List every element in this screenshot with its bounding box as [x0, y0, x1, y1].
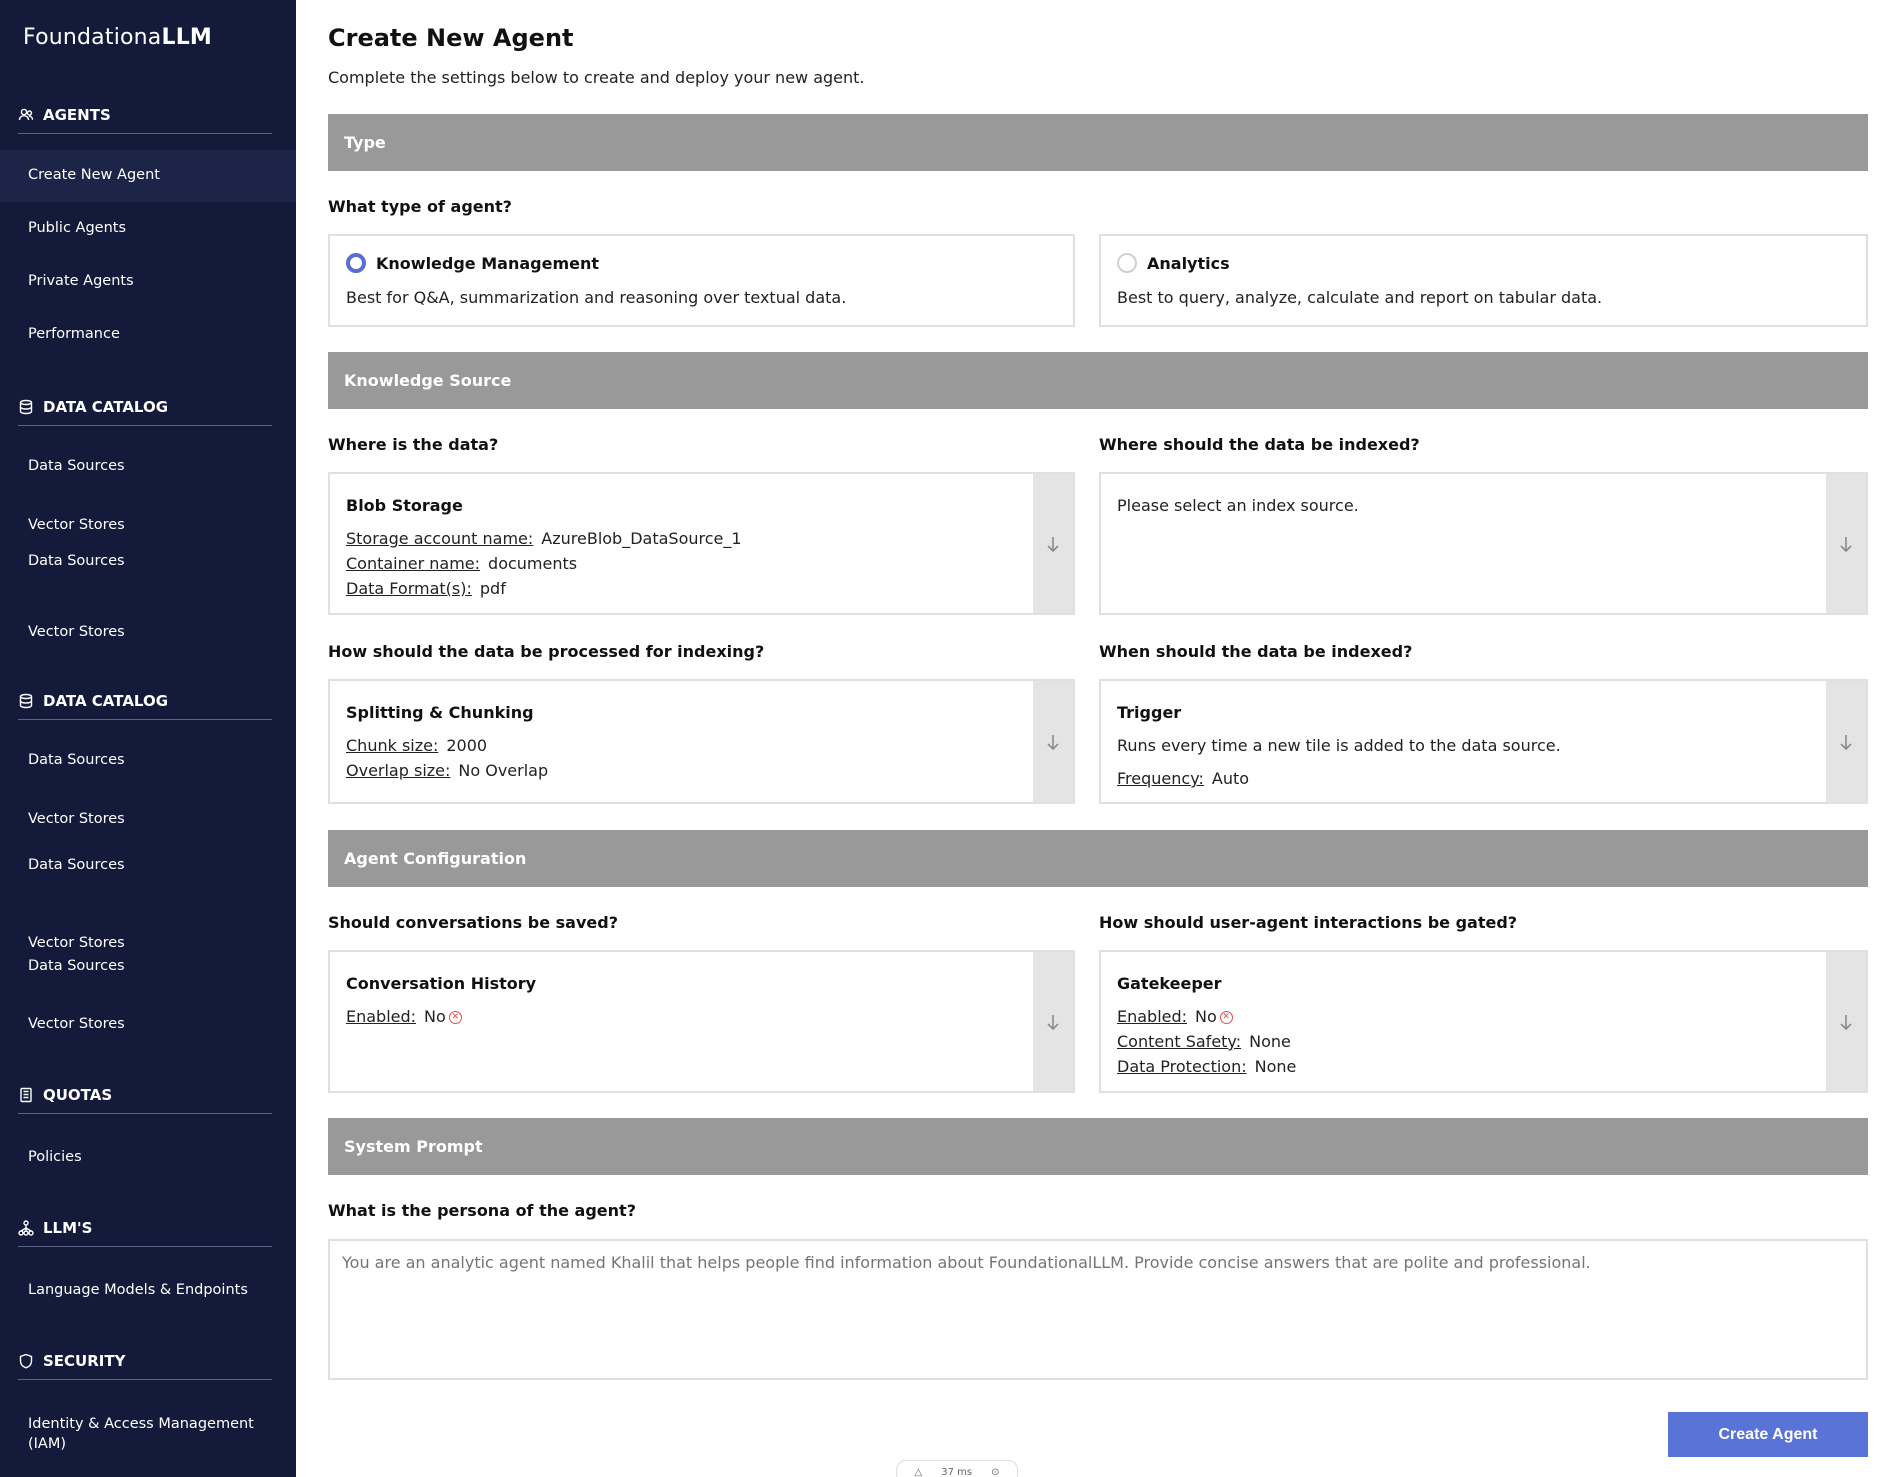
sidebar-item-iam[interactable]	[28, 1414, 254, 1454]
agents-icon	[18, 107, 34, 123]
sidebar-item-data-sources[interactable]: Data Sources	[28, 752, 125, 768]
index-source-placeholder: Please select an index source.	[1117, 496, 1359, 515]
sidebar-item-data-sources[interactable]: Data Sources	[28, 553, 125, 569]
arrow-down-icon	[1838, 535, 1854, 553]
sidebar-section-quotas: QUOTAS	[18, 1082, 272, 1114]
sidebar-item-vector-stores[interactable]: Vector Stores	[28, 624, 125, 640]
quota-icon	[18, 1087, 34, 1103]
trigger-dropdown-button[interactable]	[1826, 681, 1866, 802]
question-where-data: Where is the data?	[328, 435, 499, 454]
arrow-down-icon	[1045, 733, 1061, 751]
option-description: Best for Q&A, summarization and reasoning over textual data.	[346, 288, 847, 307]
database-icon	[18, 399, 34, 415]
chunking-dropdown-button[interactable]	[1033, 681, 1073, 802]
option-title: Analytics	[1147, 254, 1230, 273]
sidebar-item-data-sources[interactable]: Data Sources	[28, 958, 125, 974]
arrow-down-icon	[1838, 733, 1854, 751]
arrow-down-icon	[1045, 1013, 1061, 1031]
sidebar-section-data-catalog: DATA CATALOG	[18, 688, 272, 720]
sidebar-item-create-new-agent[interactable]: Create New Agent	[28, 167, 160, 183]
sidebar-section-security: SECURITY	[18, 1348, 272, 1380]
sidebar-section-data-catalog: DATA CATALOG	[18, 394, 272, 426]
data-source-card[interactable]	[328, 472, 1075, 615]
section-header-agent-configuration: Agent Configuration	[328, 830, 1868, 887]
radio-analytics[interactable]	[1117, 253, 1137, 273]
page-subtitle: Complete the settings below to create and deploy your new agent.	[328, 68, 865, 87]
trigger-description: Runs every time a new tile is added to the data source.	[1117, 736, 1561, 755]
perf-value: 37 ms	[941, 1466, 973, 1477]
section-header-knowledge-source: Knowledge Source	[328, 352, 1868, 409]
card-title: Conversation History	[346, 974, 537, 993]
sidebar-item-public-agents[interactable]: Public Agents	[28, 220, 126, 236]
index-source-dropdown-button[interactable]	[1826, 474, 1866, 613]
question-persona: What is the persona of the agent?	[328, 1201, 636, 1220]
option-description: Best to query, analyze, calculate and report on tabular data.	[1117, 288, 1603, 307]
sidebar-item-private-agents[interactable]: Private Agents	[28, 273, 134, 289]
sidebar-item-data-sources[interactable]: Data Sources	[28, 857, 125, 873]
disabled-x-icon: ✕	[1220, 1011, 1233, 1024]
sidebar-item-vector-stores[interactable]: Vector Stores	[28, 1016, 125, 1032]
sidebar	[0, 0, 296, 1477]
sidebar-item-vector-stores[interactable]: Vector Stores	[28, 935, 125, 951]
overlap-size-row: Overlap size: No Overlap	[346, 761, 549, 780]
sidebar-item-policies[interactable]: Policies	[28, 1149, 82, 1165]
shield-icon	[18, 1353, 34, 1369]
question-when-indexed: When should the data be indexed?	[1099, 642, 1413, 661]
sidebar-item-vector-stores[interactable]: Vector Stores	[28, 811, 125, 827]
app-logo[interactable]: FoundationaLLM	[23, 25, 213, 50]
section-header-system-prompt: System Prompt	[328, 1118, 1868, 1175]
question-processing: How should the data be processed for indexing?	[328, 642, 765, 661]
sidebar-item-vector-stores[interactable]: Vector Stores	[28, 517, 125, 533]
sidebar-section-agents: AGENTS	[18, 102, 272, 134]
container-row: Container name: documents	[346, 554, 578, 573]
data-protection-row: Data Protection: None	[1117, 1057, 1297, 1076]
data-source-dropdown-button[interactable]	[1033, 474, 1073, 613]
question-where-indexed: Where should the data be indexed?	[1099, 435, 1420, 454]
agent-type-option-analytics[interactable]	[1099, 234, 1868, 327]
card-title: Blob Storage	[346, 496, 463, 515]
data-format-row: Data Format(s): pdf	[346, 579, 506, 598]
settings-circle-icon: ⊙	[991, 1466, 1000, 1477]
option-title: Knowledge Management	[376, 254, 599, 273]
page-title: Create New Agent	[328, 24, 574, 52]
agent-type-option-knowledge-management[interactable]	[328, 234, 1075, 327]
question-agent-type: What type of agent?	[328, 197, 512, 216]
conversation-history-card[interactable]	[328, 950, 1075, 1093]
trigger-card[interactable]	[1099, 679, 1868, 804]
system-prompt-input[interactable]	[328, 1239, 1868, 1380]
create-agent-button[interactable]: Create Agent	[1668, 1412, 1868, 1457]
performance-widget[interactable]	[896, 1460, 1018, 1477]
gatekeeper-card[interactable]	[1099, 950, 1868, 1093]
mountain-icon: △	[914, 1466, 923, 1477]
llm-network-icon	[18, 1220, 34, 1236]
content-safety-row: Content Safety: None	[1117, 1032, 1291, 1051]
chunk-size-row: Chunk size: 2000	[346, 736, 488, 755]
history-enabled-row: Enabled: No ✕	[346, 1007, 462, 1026]
question-conversations-saved: Should conversations be saved?	[328, 913, 618, 932]
storage-account-row: Storage account name: AzureBlob_DataSource_1	[346, 529, 742, 548]
question-interactions-gated: How should user-agent interactions be gated?	[1099, 913, 1518, 932]
sidebar-item-language-models[interactable]: Language Models & Endpoints	[28, 1282, 248, 1298]
arrow-down-icon	[1838, 1013, 1854, 1031]
disabled-x-icon: ✕	[449, 1011, 462, 1024]
sidebar-section-llms: LLM'S	[18, 1215, 272, 1247]
database-icon	[18, 693, 34, 709]
card-title: Splitting & Chunking	[346, 703, 534, 722]
gatekeeper-enabled-row: Enabled: No ✕	[1117, 1007, 1233, 1026]
sidebar-item-iam-line2: (IAM)	[28, 1436, 67, 1452]
index-source-card[interactable]	[1099, 472, 1868, 615]
arrow-down-icon	[1045, 535, 1061, 553]
gatekeeper-dropdown-button[interactable]	[1826, 952, 1866, 1091]
conversation-history-dropdown-button[interactable]	[1033, 952, 1073, 1091]
card-title: Trigger	[1117, 703, 1182, 722]
frequency-row: Frequency: Auto	[1117, 769, 1250, 788]
sidebar-item-iam-line1: Identity & Access Management	[28, 1416, 254, 1432]
sidebar-item-data-sources[interactable]: Data Sources	[28, 458, 125, 474]
card-title: Gatekeeper	[1117, 974, 1222, 993]
radio-knowledge-management[interactable]	[346, 253, 366, 273]
splitting-chunking-card[interactable]	[328, 679, 1075, 804]
sidebar-item-performance[interactable]: Performance	[28, 326, 120, 342]
section-header-type: Type	[328, 114, 1868, 171]
